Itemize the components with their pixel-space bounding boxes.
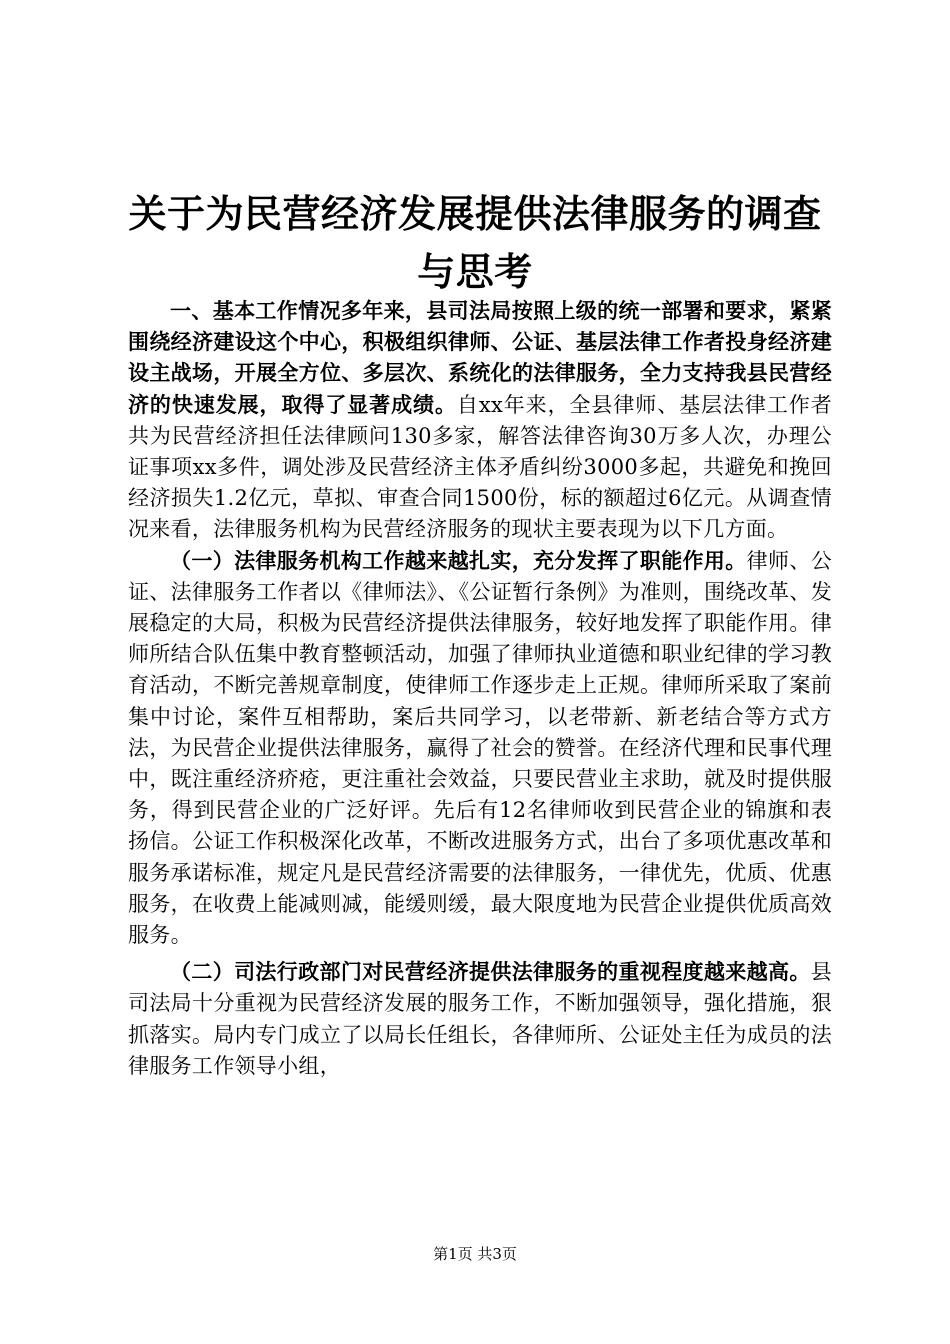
paragraph-text: 自xx年来，全县律师、基层法律工作者共为民营经济担任法律顾问130多家，解答法律咨询30万多人次，办理公证事项xx多件，调处涉及民营经济主体矛盾纠纷3000多起，共避免和挽回经济损失1.2亿元，草拟、审查合同1500份，标的额超过6亿元。从调查情况来看，法律服务机构为民营经济服务的现状主要表现为以下几方面。 xyxy=(128,392,832,542)
paragraph-lead: （二）司法行政部门对民营经济提供法律服务的重视程度越来越高。 xyxy=(170,960,811,985)
paragraph-section-two xyxy=(128,957,832,1082)
paragraph-lead: 一、基本工作情况多年来，县司法局按照上级的统一部署和要求，紧紧围绕经济建设这个中心，积极组织律师、公证、基层法律工作者投身经济建设主战场，开展全方位、多层次、系统化的法律服务，全力支持我县民营经济的快速发展，取得了显著成绩。 xyxy=(128,299,832,417)
document-title: 关于为民营经济发展提供法律服务的调查与思考 xyxy=(128,192,822,295)
paragraph-text: 县司法局十分重视为民营经济发展的服务工作，不断加强领导，强化措施，狠抓落实。局内专门成立了以局长任组长，各律师所、公证处主任为成员的法律服务工作领导小组， xyxy=(128,960,832,1078)
page-number-footer: 第1页 共3页 xyxy=(433,1245,517,1263)
paragraph-text: 律师、公证、法律服务工作者以《律师法》、《公证暂行条例》为准则，围绕改革、发展稳定的大局，积极为民营经济提供法律服务，较好地发挥了职能作用。律师所结合队伍集中教育整顿活动，加强了律师执业道德和职业纪律的学习教育活动，不断完善规章制度，使律师工作逐步走上正规。律师所采取了案前集中讨论，案件互相帮助，案后共同学习，以老带新、新老结合等方式方法，为民营企业提供法律服务，赢得了社会的赞誉。在经济代理和民事代理中，既注重经济疥疮，更注重社会效益，只要民营业主求助，就及时提供服务，得到民营企业的广泛好评。先后有12名律师收到民营企业的锦旗和表扬信。公证工作积极深化改革，不断改进服务方式，出台了多项优惠改革和服务承诺标准，规定凡是民营经济需要的法律服务，一律优先，优质、优惠服务，在收费上能减则减，能缓则缓，最大限度地为民营企业提供优质高效服务。 xyxy=(128,548,832,948)
document-body xyxy=(128,296,832,1082)
paragraph-lead: （一）法律服务机构工作越来越扎实，充分发挥了职能作用。 xyxy=(170,548,747,573)
paragraph-section-one xyxy=(128,546,832,952)
paragraph-basic-situation xyxy=(128,296,832,546)
